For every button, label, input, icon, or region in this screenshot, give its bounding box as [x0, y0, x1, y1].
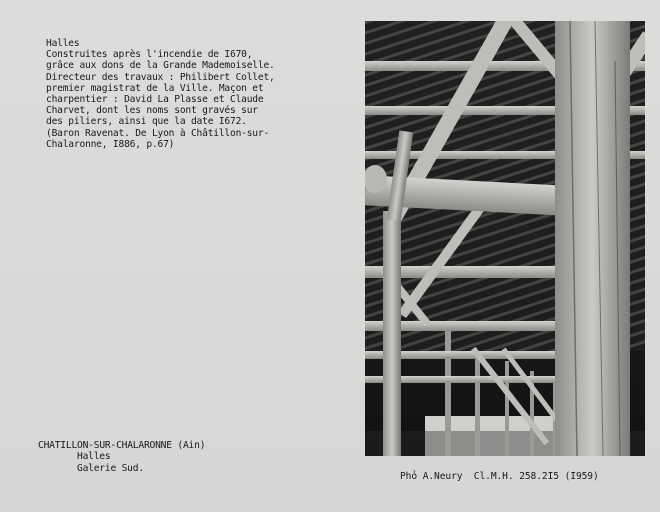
location-view: Galerie Sud.	[77, 462, 144, 474]
caption-line: Directeur des travaux : Philibert Collet,	[46, 71, 275, 83]
caption-line: Halles	[46, 38, 80, 49]
photo-credit: Phỏ A.Neury Cl.M.H. 258.2I5 (I959)	[400, 471, 599, 482]
location-building: Halles	[77, 451, 111, 463]
caption-line: Charvet, dont les noms sont gravés sur	[46, 105, 258, 117]
caption-line: grâce aux dons de la Grande Mademoiselle.	[46, 60, 275, 72]
caption-text-block	[46, 38, 346, 150]
caption-line: premier magistrat de la Ville. Maçon et	[46, 82, 264, 94]
caption-line: Chalaronne, I886, p.67)	[46, 138, 175, 150]
caption-line: (Baron Ravenat. De Lyon à Châtillon-sur-	[46, 127, 270, 139]
caption-line: Construites après l'incendie de I670,	[46, 49, 253, 61]
roof-framework-drawing	[365, 21, 645, 456]
caption-line: charpentier : David La Plasse et Claude	[46, 94, 264, 106]
roof-framework-photo	[365, 21, 645, 456]
location-block	[38, 440, 205, 474]
caption-line: des piliers, ainsi que la date I672.	[46, 116, 247, 128]
location-town: CHATILLON-SUR-CHALARONNE (Ain)	[38, 440, 206, 451]
